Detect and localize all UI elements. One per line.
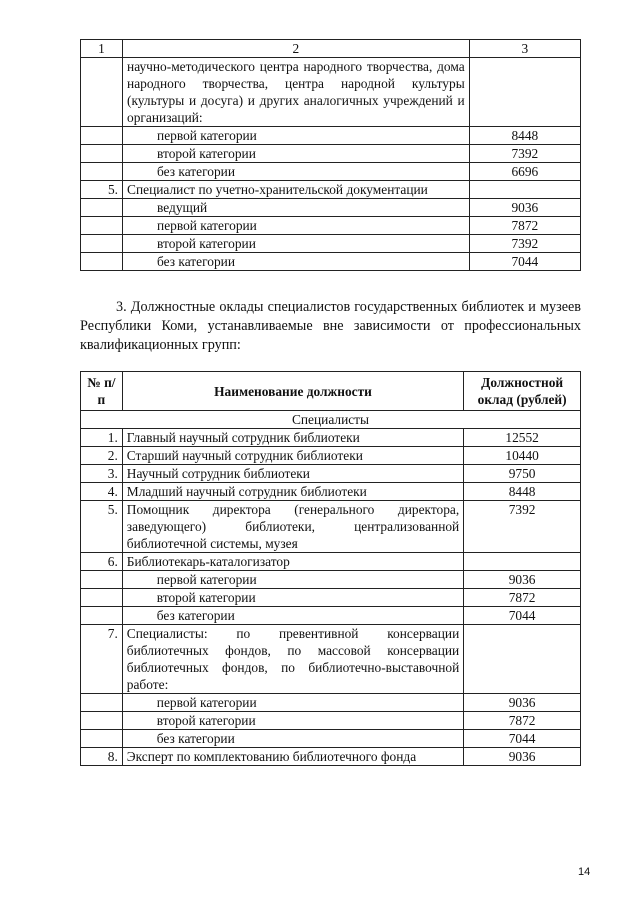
table-row <box>81 748 581 766</box>
col-salary: 3 <box>469 40 580 58</box>
row-number: 3. <box>81 465 123 483</box>
row-name: второй категории <box>123 235 470 253</box>
table-row <box>81 253 581 271</box>
table-header-row <box>81 372 581 411</box>
row-name: без категории <box>122 607 463 625</box>
table-row <box>81 127 581 145</box>
row-value: 10440 <box>464 447 581 465</box>
table-row <box>81 607 581 625</box>
section-row <box>81 411 581 429</box>
row-name: без категории <box>123 163 470 181</box>
row-value: 7044 <box>469 253 580 271</box>
row-name: второй категории <box>123 145 470 163</box>
row-value: 7392 <box>469 235 580 253</box>
row-number: 4. <box>81 483 123 501</box>
row-name: Библиотекарь-каталогизатор <box>122 553 463 571</box>
row-name: Младший научный сотрудник библиотеки <box>122 483 463 501</box>
row-number: 5. <box>81 501 123 553</box>
table-row <box>81 483 581 501</box>
col-name-header: Наименование должности <box>122 372 463 411</box>
row-name: Главный научный сотрудник библиотеки <box>122 429 463 447</box>
page-number: 14 <box>578 866 591 878</box>
row-number: 5. <box>81 181 123 199</box>
row-name: без категории <box>123 253 470 271</box>
row-value: 9036 <box>469 199 580 217</box>
row-name: Специалист по учетно-хранительской документации <box>123 181 470 199</box>
row-value: 9036 <box>464 748 581 766</box>
table-row <box>81 730 581 748</box>
table-row <box>81 145 581 163</box>
row-number: 7. <box>81 625 123 694</box>
row-name: без категории <box>122 730 463 748</box>
table-row <box>81 181 581 199</box>
table-header-row <box>81 40 581 58</box>
col-name: 2 <box>123 40 470 58</box>
section-paragraph: 3. Должностные оклады специалистов государственных библиотек и музеев Республики Коми, устанавливаемые вне зависимости от профессиональных квалификационных групп: <box>80 299 581 353</box>
row-value: 7044 <box>464 607 581 625</box>
table-row <box>81 465 581 483</box>
table-row <box>81 571 581 589</box>
row-number: 6. <box>81 553 123 571</box>
col-number-header: № п/п <box>81 372 123 411</box>
row-value: 12552 <box>464 429 581 447</box>
table-row <box>81 58 581 127</box>
row-name: второй категории <box>122 589 463 607</box>
table-row <box>81 589 581 607</box>
table-row <box>81 694 581 712</box>
row-name: Старший научный сотрудник библиотеки <box>122 447 463 465</box>
row-value: 7872 <box>469 217 580 235</box>
row-name: Эксперт по комплектованию библиотечного фонда <box>122 748 463 766</box>
row-value: 9036 <box>464 694 581 712</box>
salary-table-continued <box>80 39 581 271</box>
col-number: 1 <box>81 40 123 58</box>
row-name: ведущий <box>123 199 470 217</box>
table-row <box>81 712 581 730</box>
row-value: 7392 <box>469 145 580 163</box>
row-value: 8448 <box>469 127 580 145</box>
table-row <box>81 199 581 217</box>
section-title: Специалисты <box>81 411 581 429</box>
row-name: первой категории <box>123 217 470 235</box>
table-row <box>81 163 581 181</box>
row-number: 2. <box>81 447 123 465</box>
row-name: первой категории <box>122 694 463 712</box>
row-value: 7872 <box>464 589 581 607</box>
row-number: 1. <box>81 429 123 447</box>
row-value: 7044 <box>464 730 581 748</box>
table-row <box>81 217 581 235</box>
row-value: 7872 <box>464 712 581 730</box>
row-value: 9750 <box>464 465 581 483</box>
row-name: Помощник директора (генерального директора, заведующего) библиотеки, централизованной библиотечной системы, музея <box>122 501 463 553</box>
row-number: 8. <box>81 748 123 766</box>
table-row <box>81 553 581 571</box>
table-row <box>81 447 581 465</box>
row-name: первой категории <box>122 571 463 589</box>
col-salary-header: Должностной оклад (рублей) <box>464 372 581 411</box>
row-value: 8448 <box>464 483 581 501</box>
row-name: научно-методического центра народного творчества, дома народного творчества, центра народной культуры (культуры и досуга) и других аналогичных учреждений и организаций: <box>123 58 470 127</box>
row-value: 7392 <box>464 501 581 553</box>
table-row <box>81 501 581 553</box>
specialists-salary-table <box>80 371 581 766</box>
row-value: 9036 <box>464 571 581 589</box>
row-name: первой категории <box>123 127 470 145</box>
row-value: 6696 <box>469 163 580 181</box>
table-row <box>81 235 581 253</box>
row-name: Научный сотрудник библиотеки <box>122 465 463 483</box>
table-row <box>81 625 581 694</box>
row-name: второй категории <box>122 712 463 730</box>
row-name: Специалисты: по превентивной консервации библиотечных фондов, по массовой консервации библиотечных фондов, по библиотечно-выставочной работе: <box>122 625 463 694</box>
table-row <box>81 429 581 447</box>
